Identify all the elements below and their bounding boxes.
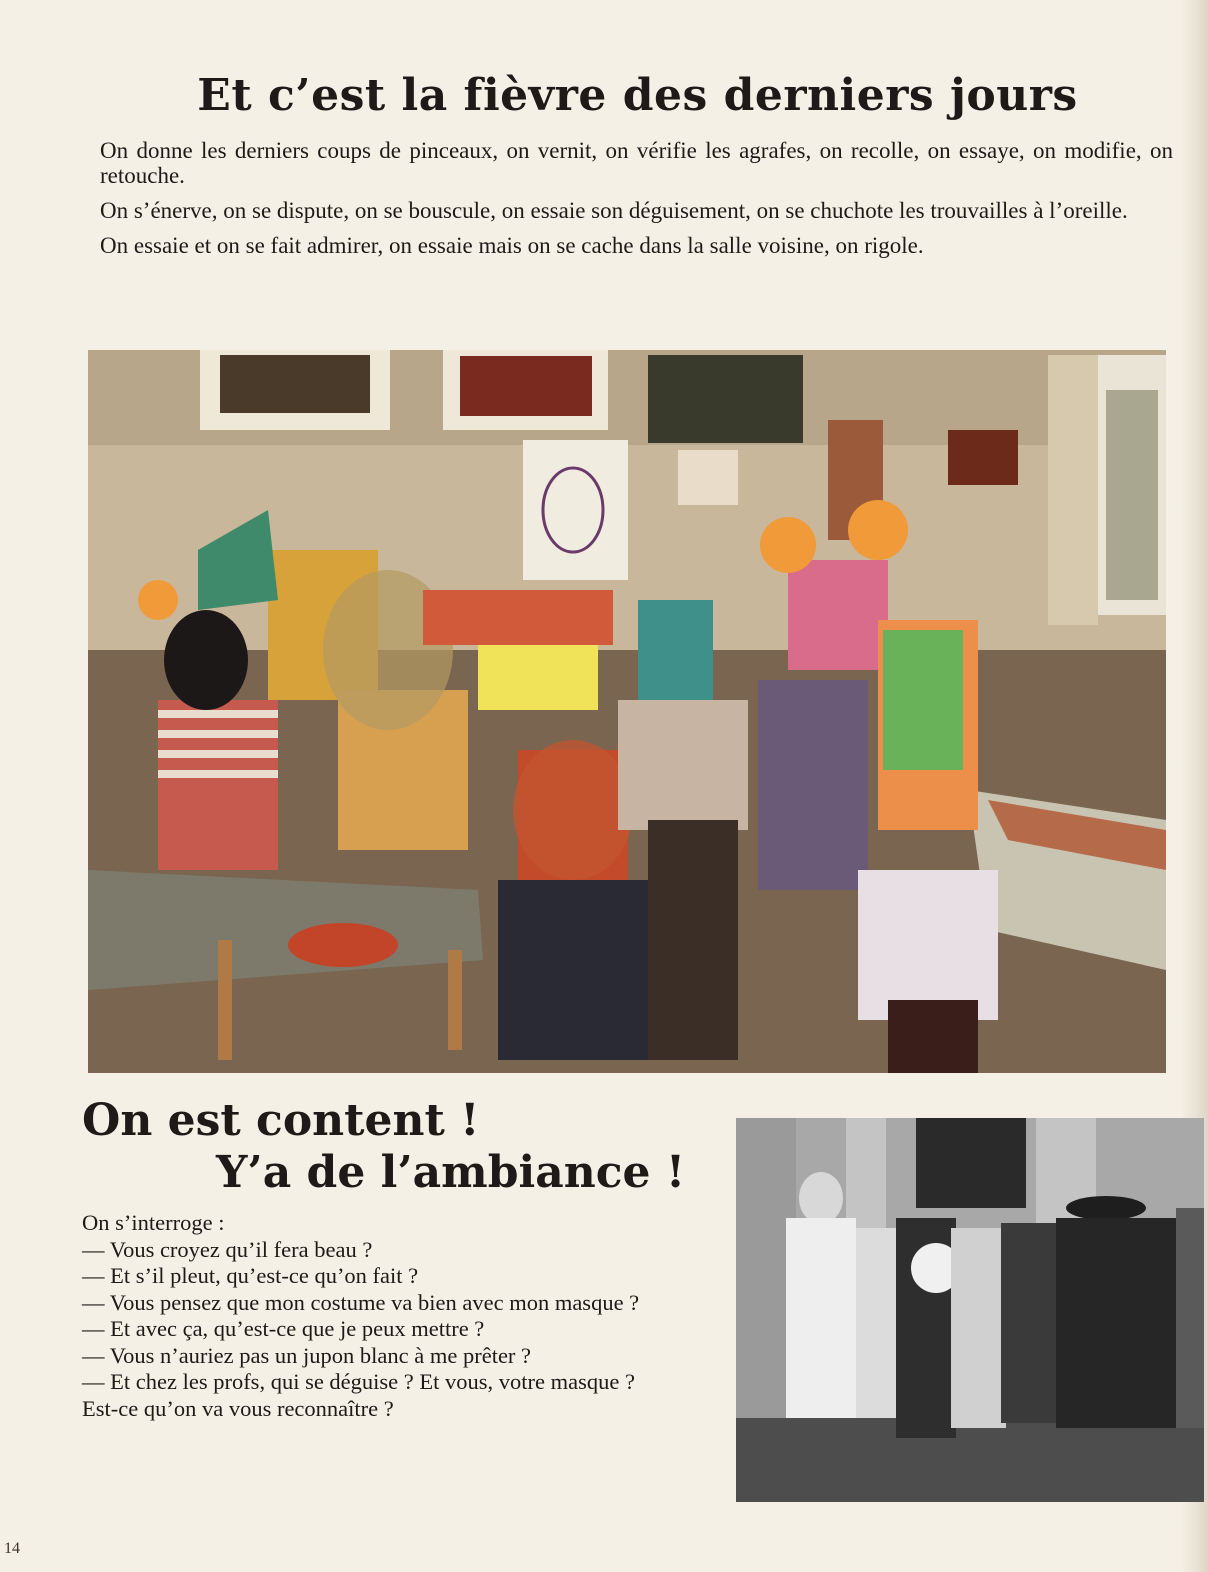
page-title: Et c’est la fièvre des derniers jours	[197, 70, 1078, 121]
dialogue-line: — Vous croyez qu’il fera beau ?	[82, 1236, 373, 1262]
dialogue-line: On s’interroge :	[82, 1210, 225, 1235]
intro-paragraph: On donne les derniers coups de pinceaux, on vernit, on vérifie les agrafes, on recolle, on essaye, on modifie, on retouche.	[100, 138, 1173, 188]
section-heading-line-1: On est content !	[82, 1095, 480, 1146]
classroom-masks-photo	[88, 350, 1166, 1073]
costumed-group-photo	[736, 1118, 1204, 1502]
intro-paragraph: On essaie et on se fait admirer, on essaie mais on se cache dans la salle voisine, on rigole.	[100, 233, 924, 258]
intro-text	[100, 138, 1173, 268]
section-heading	[82, 1095, 702, 1199]
dialogue-line: — Et avec ça, qu’est-ce que je peux mettre ?	[82, 1316, 485, 1341]
dialogue-line: — Vous n’auriez pas un jupon blanc à me prêter ?	[82, 1342, 532, 1368]
intro-paragraph: On s’énerve, on se dispute, on se bouscule, on essaie son déguisement, on se chuchote les trouvailles à l’oreille.	[100, 198, 1128, 223]
dialogue-line: — Et chez les profs, qui se déguise ? Et vous, votre masque ? Est-ce qu’on va vous reconnaître ?	[82, 1369, 635, 1421]
page-number: 14	[4, 1540, 20, 1557]
dialogue-line: — Vous pensez que mon costume va bien avec mon masque ?	[82, 1289, 640, 1315]
section-heading-line-2: Y’a de l’ambiance !	[216, 1147, 686, 1198]
dialogue-line: — Et s’il pleut, qu’est-ce qu’on fait ?	[82, 1263, 419, 1288]
dialogue-text	[82, 1210, 674, 1422]
